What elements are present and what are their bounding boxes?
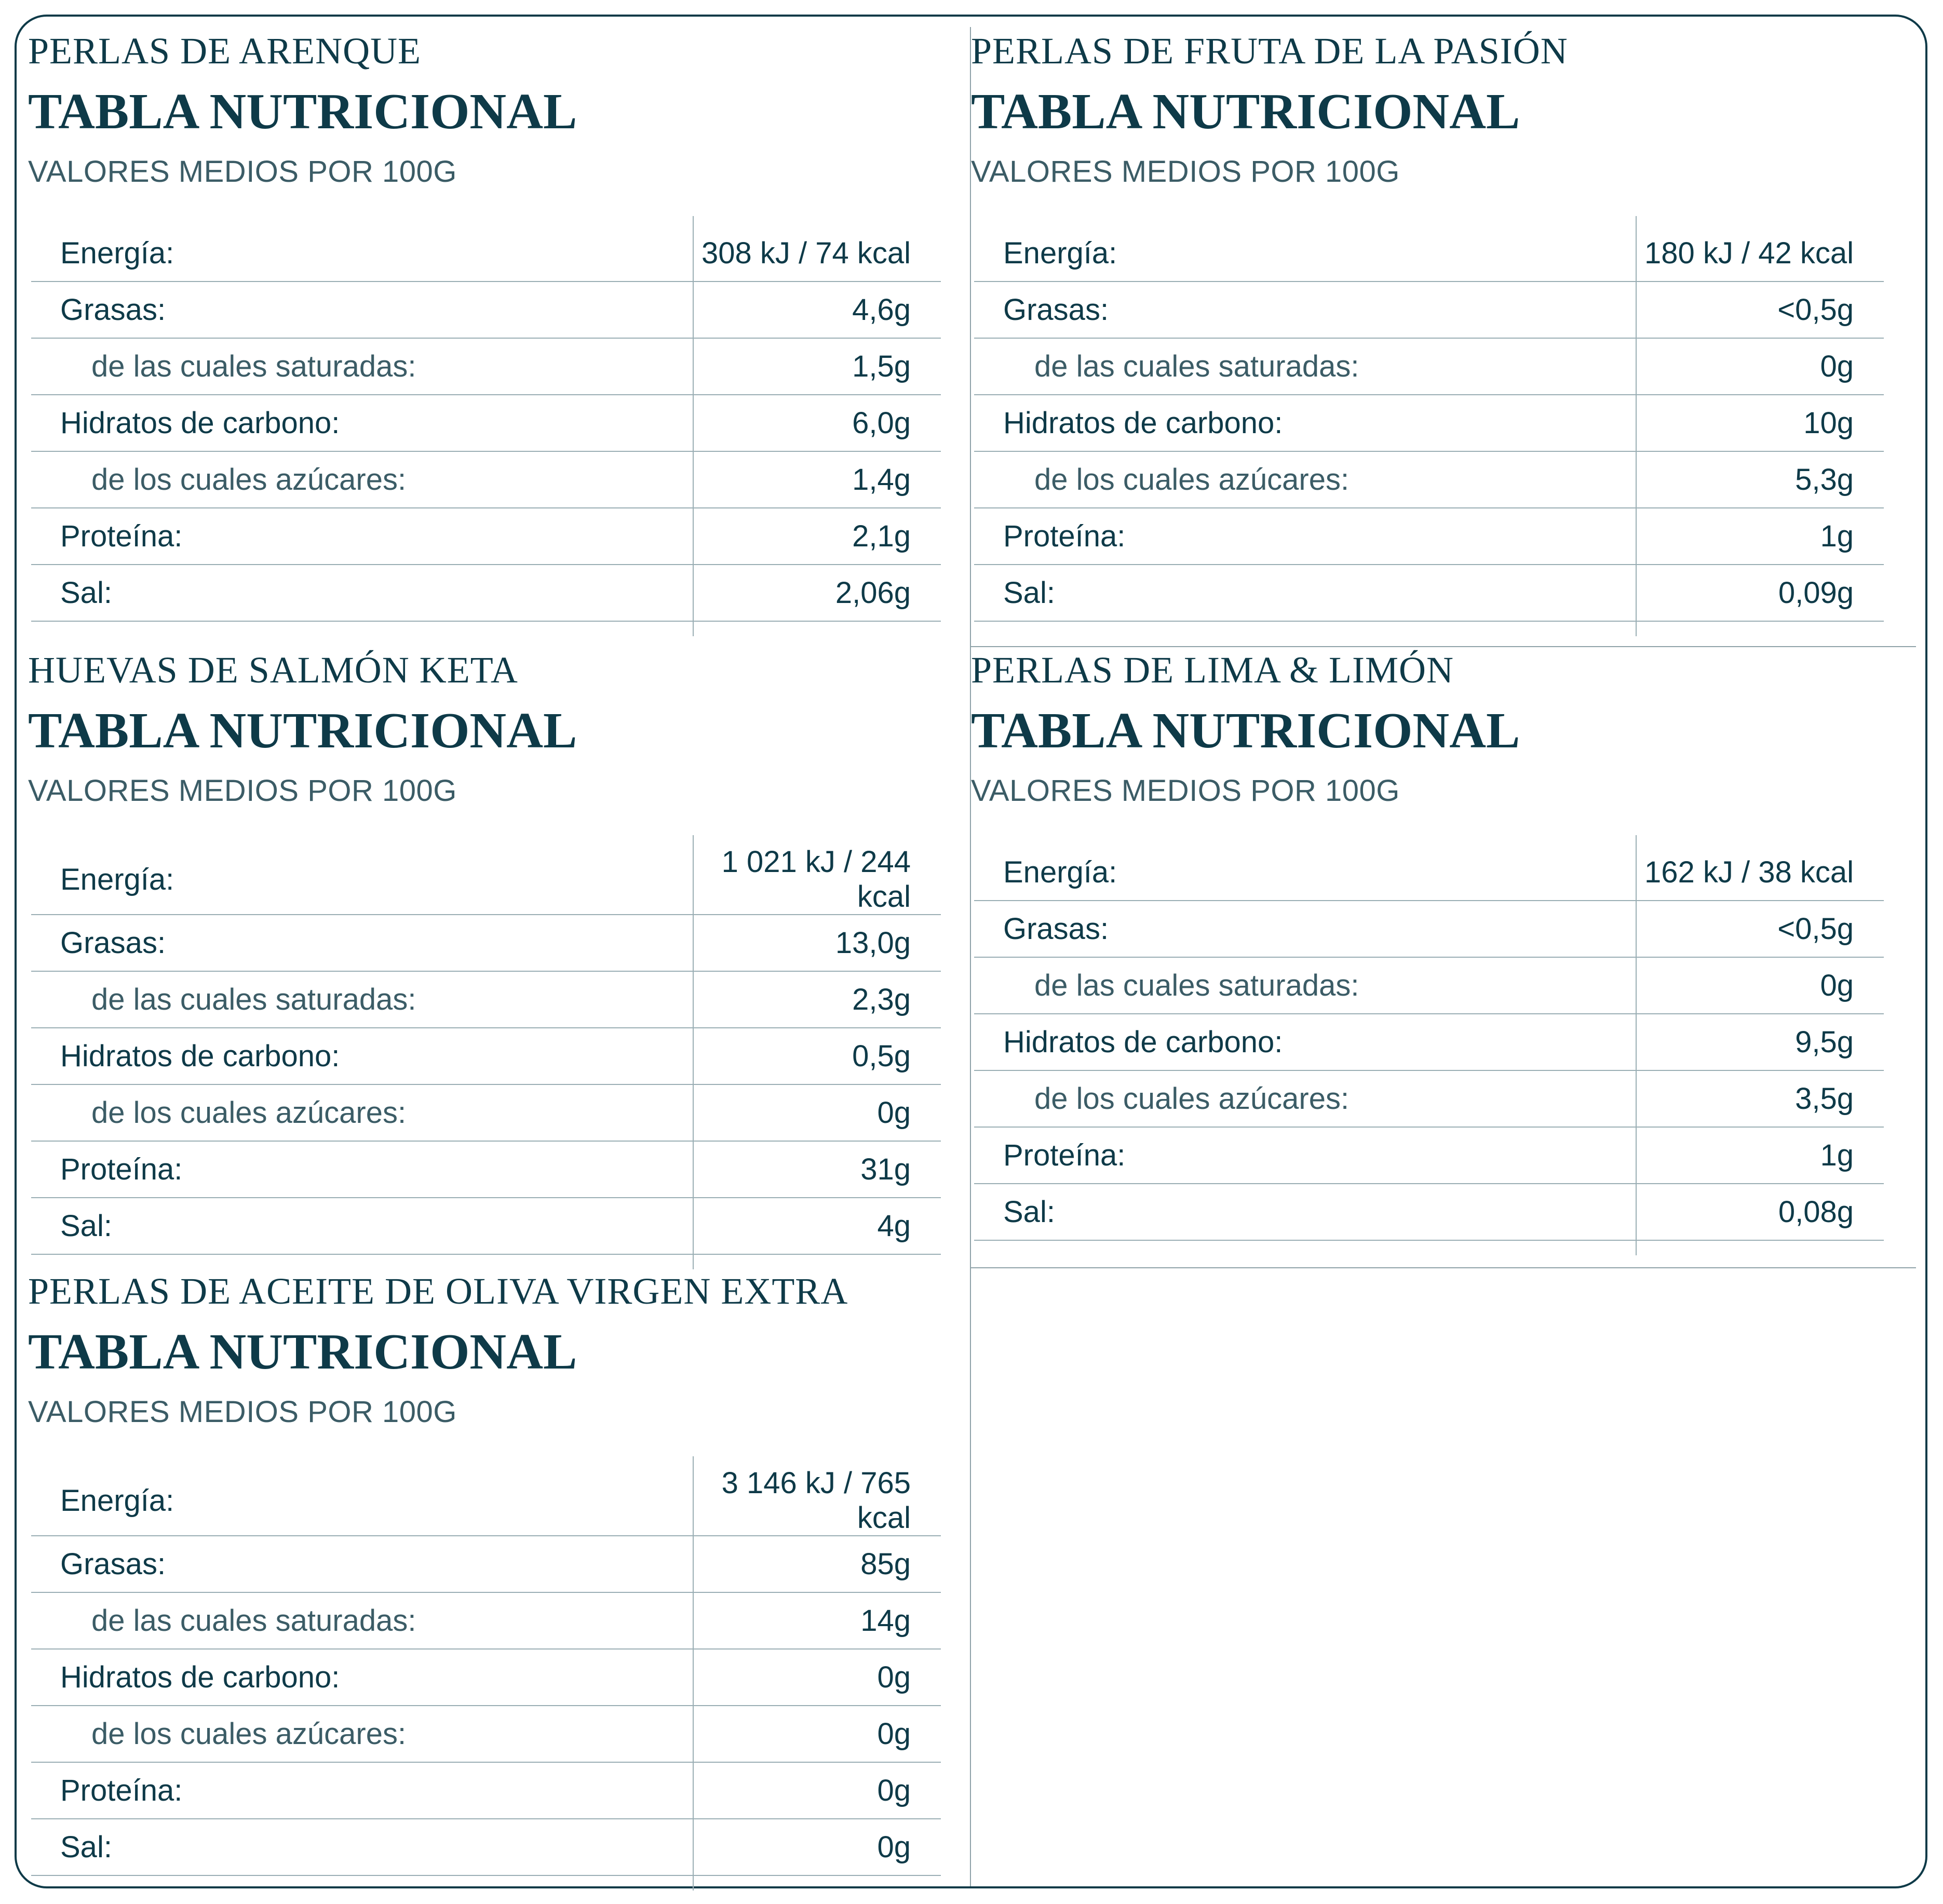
row-label-hidratos: Hidratos de carbono: (31, 1649, 693, 1706)
table-tail-right (693, 1875, 941, 1890)
product-name: HUEVAS DE SALMÓN KETA (28, 649, 518, 691)
row-label-proteina: Proteína: (31, 508, 693, 565)
row-label-azucares: de los cuales azúcares: (974, 1070, 1636, 1127)
row-value-hidratos: 0,5g (693, 1028, 941, 1084)
table-row (31, 835, 941, 915)
row-value-sal: 4g (693, 1198, 941, 1254)
table-tail (31, 621, 941, 636)
valores-medios-subtitle: VALORES MEDIOS POR 100G (28, 155, 457, 189)
row-label-grasas: Grasas: (974, 901, 1636, 957)
table-tail (31, 1254, 941, 1269)
table-row (31, 1028, 941, 1084)
row-value-hidratos: 0g (693, 1649, 941, 1706)
product-name: PERLAS DE FRUTA DE LA PASIÓN (971, 30, 1568, 72)
row-value-saturadas: 0g (1636, 957, 1884, 1014)
row-value-sal: 0g (693, 1819, 941, 1875)
row-label-hidratos: Hidratos de carbono: (31, 395, 693, 451)
row-divider-right-2 (971, 1267, 1916, 1268)
table-row (31, 915, 941, 971)
table-row (31, 216, 941, 281)
row-value-saturadas: 2,3g (693, 971, 941, 1028)
row-label-azucares: de los cuales azúcares: (974, 451, 1636, 508)
tabla-nutricional-heading: TABLA NUTRICIONAL (28, 1324, 577, 1380)
row-label-proteina: Proteína: (974, 1127, 1636, 1184)
row-value-proteina: 0g (693, 1762, 941, 1819)
row-value-grasas: <0,5g (1636, 901, 1884, 957)
table-tail-right (693, 1254, 941, 1269)
row-value-saturadas: 14g (693, 1592, 941, 1649)
row-value-azucares: 3,5g (1636, 1070, 1884, 1127)
table-row (974, 1070, 1884, 1127)
table-row (31, 508, 941, 565)
row-value-grasas: <0,5g (1636, 281, 1884, 338)
row-label-energia: Energía: (31, 1456, 693, 1536)
row-value-proteina: 31g (693, 1141, 941, 1198)
row-value-grasas: 4,6g (693, 281, 941, 338)
row-label-sal: Sal: (31, 565, 693, 621)
table-row (31, 1198, 941, 1254)
row-value-energia: 180 kJ / 42 kcal (1636, 216, 1884, 281)
table-tail-right (1636, 1240, 1884, 1255)
row-label-grasas: Grasas: (31, 1536, 693, 1592)
column-divider (970, 27, 971, 1886)
valores-medios-subtitle: VALORES MEDIOS POR 100G (28, 774, 457, 808)
table-row (31, 338, 941, 395)
tabla-nutricional-heading: TABLA NUTRICIONAL (971, 703, 1520, 759)
row-value-energia: 308 kJ / 74 kcal (693, 216, 941, 281)
table-tail (974, 621, 1884, 636)
nutrition-table (31, 1456, 941, 1890)
row-label-grasas: Grasas: (31, 915, 693, 971)
row-value-saturadas: 0g (1636, 338, 1884, 395)
valores-medios-subtitle: VALORES MEDIOS POR 100G (971, 774, 1400, 808)
row-label-saturadas: de las cuales saturadas: (974, 957, 1636, 1014)
table-row (974, 957, 1884, 1014)
row-label-proteina: Proteína: (974, 508, 1636, 565)
row-value-azucares: 0g (693, 1706, 941, 1762)
nutrition-table (31, 216, 941, 636)
tabla-nutricional-heading: TABLA NUTRICIONAL (28, 703, 577, 759)
row-divider-right-1 (971, 646, 1916, 647)
table-row (31, 1141, 941, 1198)
row-value-energia: 1 021 kJ / 244 kcal (693, 835, 941, 915)
row-label-sal: Sal: (974, 565, 1636, 621)
table-row (974, 1184, 1884, 1240)
table-row (31, 1762, 941, 1819)
table-row (974, 835, 1884, 901)
table-row (974, 451, 1884, 508)
row-label-saturadas: de las cuales saturadas: (31, 338, 693, 395)
product-name: PERLAS DE LIMA & LIMÓN (971, 649, 1454, 691)
table-row (974, 395, 1884, 451)
row-label-proteina: Proteína: (31, 1141, 693, 1198)
row-value-sal: 0,09g (1636, 565, 1884, 621)
row-value-grasas: 13,0g (693, 915, 941, 971)
row-value-sal: 2,06g (693, 565, 941, 621)
row-label-grasas: Grasas: (974, 281, 1636, 338)
row-label-azucares: de los cuales azúcares: (31, 451, 693, 508)
table-row (974, 216, 1884, 281)
table-tail-right (1636, 621, 1884, 636)
row-value-proteina: 1g (1636, 508, 1884, 565)
table-row (974, 565, 1884, 621)
tabla-nutricional-heading: TABLA NUTRICIONAL (971, 84, 1520, 140)
table-tail-left (31, 1254, 693, 1269)
table-tail-right (693, 621, 941, 636)
row-value-proteina: 1g (1636, 1127, 1884, 1184)
row-label-hidratos: Hidratos de carbono: (31, 1028, 693, 1084)
table-tail-left (31, 1875, 693, 1890)
row-label-energia: Energía: (31, 835, 693, 915)
table-tail-left (974, 1240, 1636, 1255)
table-tail (974, 1240, 1884, 1255)
row-value-azucares: 1,4g (693, 451, 941, 508)
row-label-proteina: Proteína: (31, 1762, 693, 1819)
row-label-azucares: de los cuales azúcares: (31, 1706, 693, 1762)
row-label-hidratos: Hidratos de carbono: (974, 395, 1636, 451)
row-label-sal: Sal: (31, 1198, 693, 1254)
row-label-azucares: de los cuales azúcares: (31, 1084, 693, 1141)
table-row (31, 565, 941, 621)
row-value-azucares: 5,3g (1636, 451, 1884, 508)
nutrition-table (974, 835, 1884, 1255)
row-label-energia: Energía: (974, 835, 1636, 901)
table-row (974, 1014, 1884, 1070)
table-row (31, 1706, 941, 1762)
row-label-energia: Energía: (974, 216, 1636, 281)
table-row (31, 395, 941, 451)
row-label-saturadas: de las cuales saturadas: (31, 1592, 693, 1649)
tabla-nutricional-heading: TABLA NUTRICIONAL (28, 84, 577, 140)
nutrition-table (974, 216, 1884, 636)
row-value-energia: 3 146 kJ / 765 kcal (693, 1456, 941, 1536)
row-label-hidratos: Hidratos de carbono: (974, 1014, 1636, 1070)
table-row (31, 1592, 941, 1649)
table-row (31, 971, 941, 1028)
product-name: PERLAS DE ACEITE DE OLIVA VIRGEN EXTRA (28, 1270, 848, 1312)
table-tail-left (31, 621, 693, 636)
table-row (31, 1456, 941, 1536)
table-row (31, 1819, 941, 1875)
table-row (31, 1084, 941, 1141)
table-row (31, 1649, 941, 1706)
row-label-saturadas: de las cuales saturadas: (974, 338, 1636, 395)
row-value-energia: 162 kJ / 38 kcal (1636, 835, 1884, 901)
table-row (31, 281, 941, 338)
table-row (974, 1127, 1884, 1184)
row-value-grasas: 85g (693, 1536, 941, 1592)
table-row (974, 901, 1884, 957)
table-tail (31, 1875, 941, 1890)
row-label-sal: Sal: (31, 1819, 693, 1875)
row-label-energia: Energía: (31, 216, 693, 281)
table-row (974, 508, 1884, 565)
row-value-hidratos: 6,0g (693, 395, 941, 451)
product-name: PERLAS DE ARENQUE (28, 30, 422, 72)
row-value-azucares: 0g (693, 1084, 941, 1141)
valores-medios-subtitle: VALORES MEDIOS POR 100G (28, 1395, 457, 1429)
table-tail-left (974, 621, 1636, 636)
row-label-saturadas: de las cuales saturadas: (31, 971, 693, 1028)
row-value-saturadas: 1,5g (693, 338, 941, 395)
row-label-sal: Sal: (974, 1184, 1636, 1240)
valores-medios-subtitle: VALORES MEDIOS POR 100G (971, 155, 1400, 189)
table-row (974, 281, 1884, 338)
nutrition-table (31, 835, 941, 1269)
row-label-grasas: Grasas: (31, 281, 693, 338)
table-row (974, 338, 1884, 395)
row-value-hidratos: 10g (1636, 395, 1884, 451)
table-row (31, 451, 941, 508)
row-value-proteina: 2,1g (693, 508, 941, 565)
row-value-sal: 0,08g (1636, 1184, 1884, 1240)
row-value-hidratos: 9,5g (1636, 1014, 1884, 1070)
table-row (31, 1536, 941, 1592)
